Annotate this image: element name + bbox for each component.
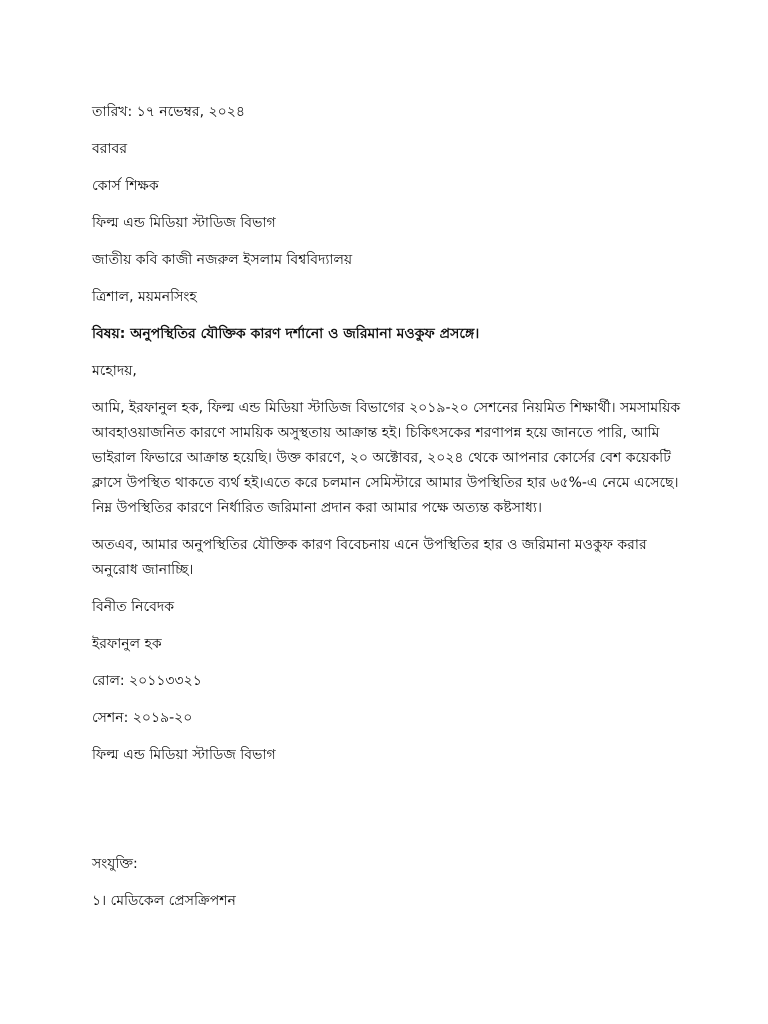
- request-paragraph: [92, 533, 684, 583]
- body-line: ক্লাসে উপস্থিত থাকতে ব্যর্থ হই।এতে করে চলমান সেমিস্টারে আমার উপস্থিতির হার ৬৫%-এ নেমে এসেছে।: [92, 475, 679, 491]
- sender-session: সেশন: ২০১৯-২০: [92, 710, 193, 726]
- attachment-label: সংযুক্তি:: [92, 856, 138, 872]
- attachment-item: ১। মেডিকেল প্রেসক্রিপশন: [92, 893, 236, 909]
- closing: বিনীত নিবেদক: [92, 599, 175, 615]
- letter-page: [92, 100, 684, 926]
- request-line: অনুরোধ জানাচ্ছি।: [92, 562, 194, 578]
- body-line: নিম্ন উপস্থিতির কারণে নির্ধারিত জরিমানা প্রদান করা আমার পক্ষে অত্যন্ত কষ্টসাধ্য।: [92, 500, 542, 516]
- letter-date: তারিখ: ১৭ নভেম্বর, ২০২৪: [92, 104, 245, 120]
- recipient-location: ত্রিশাল, ময়মনসিংহ: [92, 289, 197, 305]
- sender-name: ইরফানুল হক: [92, 636, 162, 652]
- body-paragraph: [92, 396, 684, 521]
- body-line: ভাইরাল ফিভারে আক্রান্ত হয়েছি। উক্ত কারণে, ২০ অক্টোবর, ২০২৪ থেকে আপনার কোর্সের বেশ কয়েকটি: [92, 450, 671, 466]
- letter-subject: বিষয়: অনুপস্থিতির যৌক্তিক কারণ দর্শানো ও জরিমানা মওকুফ প্রসঙ্গে।: [92, 326, 480, 342]
- recipient-department: ফিল্ম এন্ড মিডিয়া স্টাডিজ বিভাগ: [92, 215, 276, 231]
- body-line: আমি, ইরফানুল হক, ফিল্ম এন্ড মিডিয়া স্টাডিজ বিভাগের ২০১৯-২০ সেশনের নিয়মিত শিক্ষার্থী। সমসাময়িক: [92, 400, 681, 416]
- letter-to: বরাবর: [92, 141, 128, 157]
- sender-department: ফিল্ম এন্ড মিডিয়া স্টাডিজ বিভাগ: [92, 747, 276, 763]
- body-line: আবহাওয়াজনিত কারণে সাময়িক অসুস্থতায় আক্রান্ত হই। চিকিৎসকের শরণাপন্ন হয়ে জানতে পারি, আমি: [92, 425, 660, 441]
- sender-roll: রোল: ২০১১৩৩২১: [92, 673, 202, 689]
- recipient-title: কোর্স শিক্ষক: [92, 178, 159, 194]
- spacer: [92, 780, 684, 852]
- request-line: অতএব, আমার অনুপস্থিতির যৌক্তিক কারণ বিবেচনায় এনে উপস্থিতির হার ও জরিমানা মওকুফ করার: [92, 537, 647, 553]
- recipient-university: জাতীয় কবি কাজী নজরুল ইসলাম বিশ্ববিদ্যালয়: [92, 252, 353, 268]
- salutation: মহোদয়,: [92, 363, 137, 379]
